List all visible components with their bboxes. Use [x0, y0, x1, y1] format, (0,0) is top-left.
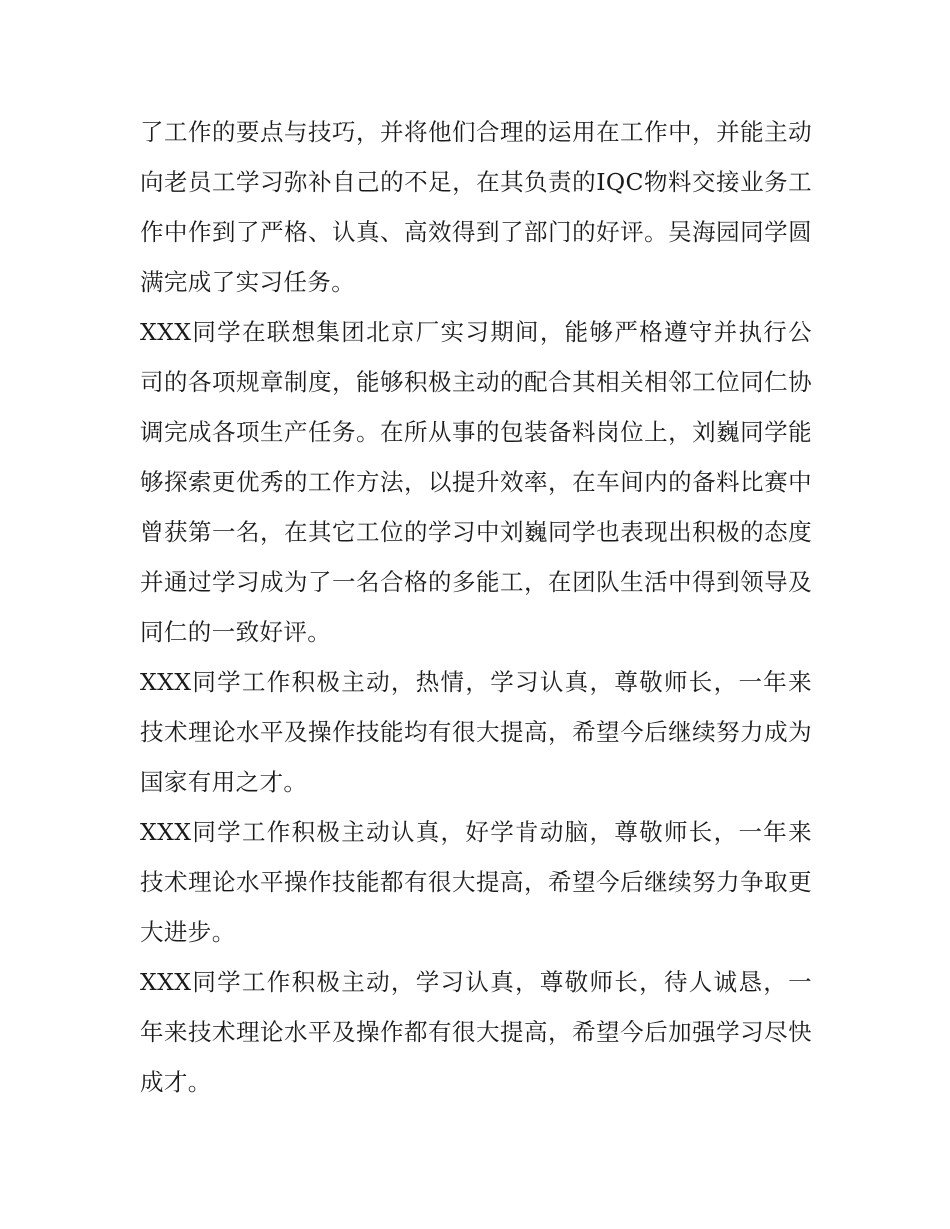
- document-body: [140, 107, 812, 1107]
- paragraph-evaluation-2: XXX同学工作积极主动认真，好学肯动脑，尊敬师长，一年来技术理论水平操作技能都有很大提高，希望今后继续努力争取更大进步。: [140, 818, 812, 946]
- paragraph-evaluation-3: XXX同学工作积极主动，学习认真，尊敬师长，待人诚恳，一年来技术理论水平及操作都有很大提高，希望今后加强学习尽快成才。: [140, 968, 812, 1096]
- paragraph-internship-liu: XXX同学在联想集团北京厂实习期间，能够严格遵守并执行公司的各项规章制度，能够积极主动的配合其相关相邻工位同仁协调完成各项生产任务。在所从事的包装备料岗位上，刘巍同学能够探索更优秀的工作方法，以提升效率，在车间内的备料比赛中曾获第一名，在其它工位的学习中刘巍同学也表现出积极的态度并通过学习成为了一名合格的多能工，在团队生活中得到领导及同仁的一致好评。: [140, 318, 812, 646]
- paragraph-evaluation-1: XXX同学工作积极主动，热情，学习认真，尊敬师长，一年来技术理论水平及操作技能均有很大提高，希望今后继续努力成为国家有用之才。: [140, 668, 812, 796]
- paragraph-internship-wu: 了工作的要点与技巧，并将他们合理的运用在工作中，并能主动向老员工学习弥补自己的不足，在其负责的IQC物料交接业务工作中作到了严格、认真、高效得到了部门的好评。吴海园同学圆满完成了实习任务。: [140, 118, 812, 296]
